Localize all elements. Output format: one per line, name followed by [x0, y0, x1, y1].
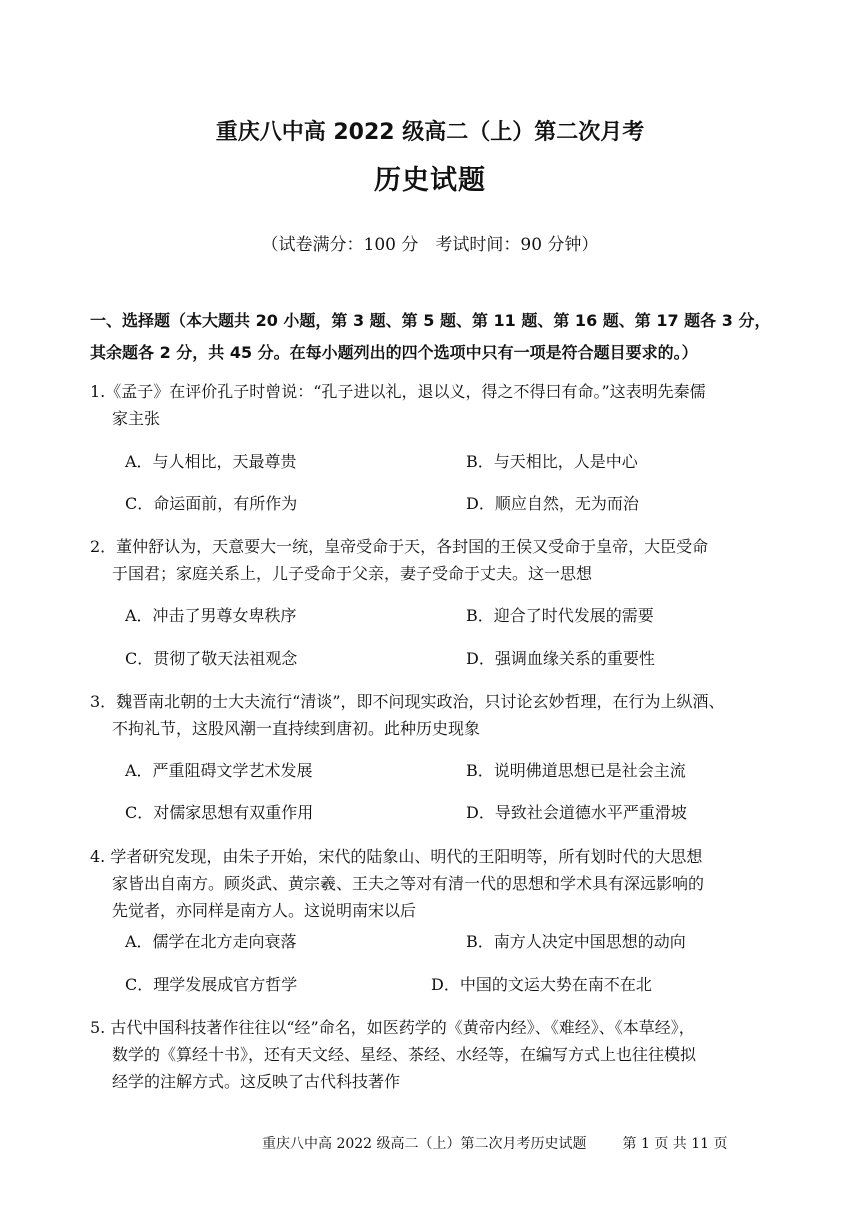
question-text: 经学的注解方式。这反映了古代科技著作 — [112, 1072, 401, 1091]
question-4-stem — [90, 843, 782, 924]
question-3-option-d: D．导致社会道德水平严重滑坡 — [466, 803, 687, 822]
question-text: 家主张 — [112, 409, 161, 428]
footer-exam-name: 重庆八中高 2022 级高二（上）第二次月考历史试题 — [262, 1136, 587, 1152]
question-text: 2．董仲舒认为，天意要大一统，皇帝受命于天，各封国的王侯又受命于皇帝，大臣受命 — [90, 537, 709, 556]
question-text: 5. 古代中国科技著作往往以“经”命名，如医药学的《黄帝内经》、《难经》、《本草经》， — [90, 1018, 695, 1037]
exam-title: 重庆八中高 2022 级高二（上）第二次月考 — [215, 120, 645, 145]
question-text: 不拘礼节，这股风潮一直持续到唐初。此种历史现象 — [112, 719, 481, 738]
exam-subtitle: 历史试题 — [374, 165, 486, 196]
question-3-option-a: A．严重阻碍文学艺术发展 — [125, 761, 313, 780]
question-2-option-d: D．强调血缘关系的重要性 — [466, 649, 655, 668]
question-2-option-c: C．贯彻了敬天法祖观念 — [125, 649, 298, 668]
question-4-option-a: A．儒学在北方走向衰落 — [125, 932, 297, 951]
question-1-option-c: C．命运面前，有所作为 — [125, 494, 298, 513]
question-5-stem — [90, 1014, 782, 1095]
question-text: 数学的《算经十书》，还有天文经、星经、茶经、水经等，在编写方式上也往往模拟 — [112, 1045, 697, 1064]
question-1-stem — [90, 378, 782, 432]
question-text: 家皆出自南方。顾炎武、黄宗羲、王夫之等对有清一代的思想和学术具有深远影响的 — [112, 874, 705, 893]
question-2-option-a: A．冲击了男尊女卑秩序 — [125, 606, 297, 625]
section-heading — [90, 305, 780, 369]
question-text: 于国君；家庭关系上，儿子受命于父亲，妻子受命于丈夫。这一思想 — [112, 564, 593, 583]
question-3-option-c: C．对儒家思想有双重作用 — [125, 803, 314, 822]
footer-page-number: 第 1 页 共 11 页 — [622, 1136, 728, 1152]
question-2-option-b: B．迎合了时代发展的需要 — [466, 606, 654, 625]
question-1-option-d: D．顺应自然，无为而治 — [466, 494, 639, 513]
question-1-option-a: A．与人相比，天最尊贵 — [125, 452, 297, 471]
question-1-option-b: B．与天相比，人是中心 — [466, 452, 638, 471]
question-text: 先觉者，亦同样是南方人。这说明南宋以后 — [112, 901, 417, 920]
section-heading-line: 一、选择题（本大题共 20 小题，第 3 题、第 5 题、第 11 题、第 16 题、第 17 题各 3 分， — [90, 311, 771, 330]
question-4-option-c: C．理学发展成官方哲学 — [125, 975, 298, 994]
question-text: 1.《孟子》在评价孔子时曾说：“孔子进以礼，退以义，得之不得曰有命。”这表明先秦儒 — [90, 382, 706, 401]
question-text: 4. 学者研究发现，由朱子开始，宋代的陆象山、明代的王阳明等，所有划时代的大思想 — [90, 847, 703, 866]
question-3-option-b: B．说明佛道思想已是社会主流 — [466, 761, 686, 780]
question-4-option-b: B．南方人决定中国思想的动向 — [466, 932, 686, 951]
question-3-stem — [90, 688, 782, 742]
question-text: 3．魏晋南北朝的士大夫流行“清谈”，即不问现实政治，只讨论玄妙哲理，在行为上纵酒、 — [90, 692, 725, 711]
question-4-option-d: D．中国的文运大势在南不在北 — [431, 975, 652, 994]
question-2-stem — [90, 533, 782, 587]
exam-meta: （试卷满分：100 分 考试时间：90 分钟） — [261, 235, 599, 255]
page-footer — [262, 1133, 728, 1155]
section-heading-line: 其余题各 2 分，共 45 分。在每小题列出的四个选项中只有一项是符合题目要求的。） — [90, 343, 698, 362]
